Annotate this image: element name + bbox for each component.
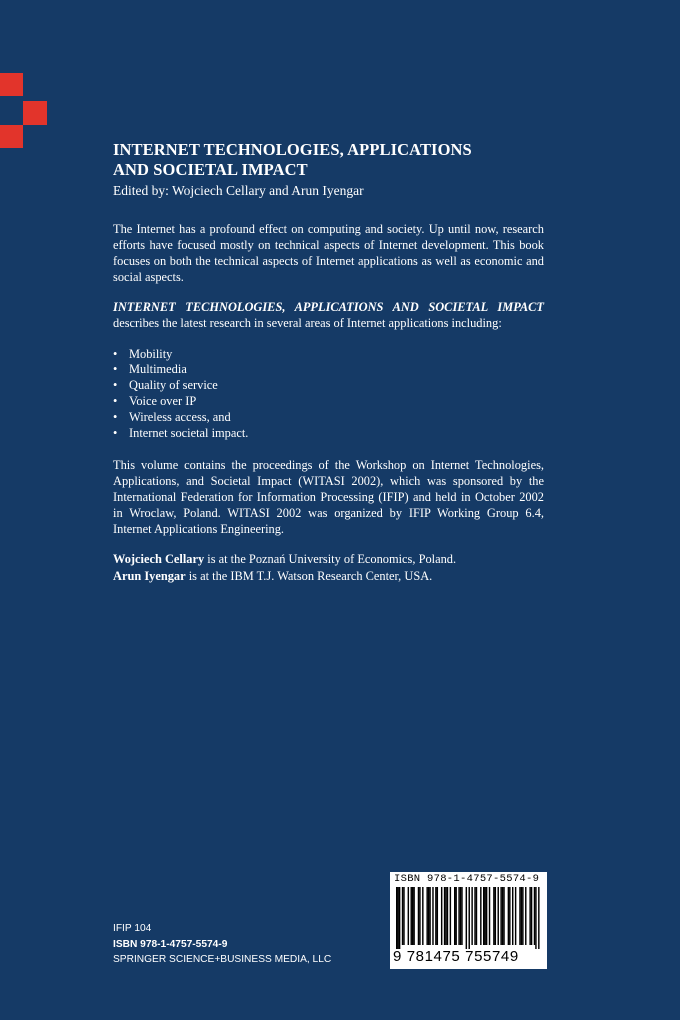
barcode-bar xyxy=(471,887,472,945)
barcode-bar xyxy=(432,887,433,945)
list-item-label: Wireless access, and xyxy=(129,410,231,425)
barcode-bar xyxy=(525,887,526,945)
barcode-bar xyxy=(460,887,461,945)
red-square-motif xyxy=(0,73,23,96)
barcode-bar xyxy=(428,887,429,945)
barcode-bar xyxy=(403,887,404,945)
author-2-name: Arun Iyengar xyxy=(113,568,186,583)
barcode-bar xyxy=(429,887,430,945)
publisher-name: SPRINGER SCIENCE+BUSINESS MEDIA, LLC xyxy=(113,954,332,965)
isbn-barcode xyxy=(390,872,547,969)
barcode-bar xyxy=(521,887,522,945)
barcode-bar xyxy=(502,887,503,945)
description-paragraph xyxy=(113,299,544,331)
list-item xyxy=(113,410,544,426)
research-areas-list xyxy=(113,347,544,442)
barcode-bar xyxy=(486,887,487,945)
barcode-bar xyxy=(469,887,470,949)
barcode-bar xyxy=(484,887,485,945)
list-item xyxy=(113,378,544,394)
barcode-bar xyxy=(529,887,530,945)
editors-line: Edited by: Wojciech Cellary and Arun Iyengar xyxy=(113,183,364,198)
bullet-icon: • xyxy=(113,346,118,361)
publisher-footer xyxy=(113,921,413,968)
barcode-bar xyxy=(411,887,412,945)
barcode-bar xyxy=(531,887,532,945)
description-rest: describes the latest research in several areas of Internet applications including: xyxy=(113,316,502,331)
barcode-bar xyxy=(437,887,438,945)
barcode-bars-icon xyxy=(396,887,541,949)
barcode-bar xyxy=(418,887,419,945)
bullet-icon: • xyxy=(113,410,118,425)
bullet-icon: • xyxy=(113,378,118,393)
intro-paragraph: The Internet has a profound effect on computing and society. Up until now, research efforts have focused mostly on technical aspects of Internet development. This book focuses on both the technical aspects of Internet applications as well as economic and social aspects. xyxy=(113,222,544,285)
barcode-bar xyxy=(509,887,510,945)
barcode-bar xyxy=(480,887,481,945)
barcode-digits: 9 781475 755749 xyxy=(393,948,519,965)
author-2-affiliation: is at the IBM T.J. Watson Research Center, USA. xyxy=(185,568,433,583)
barcode-bar xyxy=(445,887,446,945)
barcode-bar xyxy=(534,887,535,945)
barcode-bar xyxy=(515,887,516,945)
barcode-bar xyxy=(538,887,539,949)
author-1-name: Wojciech Cellary xyxy=(113,552,205,567)
barcode-bar xyxy=(441,887,442,945)
barcode-bar xyxy=(435,887,436,945)
barcode-bar xyxy=(396,887,397,949)
barcode-bar xyxy=(512,887,513,945)
list-item xyxy=(113,394,544,410)
barcode-bar xyxy=(461,887,462,945)
barcode-bar xyxy=(508,887,509,945)
author-1-affiliation: is at the Poznań University of Economics, Poland. xyxy=(204,552,457,567)
barcode-bar xyxy=(522,887,523,945)
barcode-bar xyxy=(493,887,494,945)
list-item-label: Mobility xyxy=(129,346,173,361)
barcode-bar xyxy=(447,887,448,945)
barcode-bar xyxy=(500,887,501,945)
barcode-bar xyxy=(474,887,475,945)
series-number: IFIP 104 xyxy=(113,923,152,934)
barcode-bar xyxy=(408,887,409,945)
barcode-bar xyxy=(483,887,484,945)
red-square-motif xyxy=(0,125,23,148)
barcode-bar xyxy=(413,887,414,945)
barcode-bar xyxy=(458,887,459,945)
barcode-isbn-text: ISBN 978-1-4757-5574-9 xyxy=(394,873,540,885)
barcode-bar xyxy=(503,887,504,945)
list-item-label: Internet societal impact. xyxy=(129,426,249,441)
barcode-bar xyxy=(412,887,413,945)
isbn-line: ISBN 978-1-4757-5574-9 xyxy=(113,938,228,950)
title-line-1: INTERNET TECHNOLOGIES, APPLICATIONS xyxy=(113,140,472,159)
barcode-bar xyxy=(426,887,427,945)
barcode-bar xyxy=(535,887,536,949)
barcode-bar xyxy=(454,887,455,945)
red-square-motif xyxy=(23,101,47,125)
barcode-bar xyxy=(419,887,420,945)
list-item xyxy=(113,347,544,363)
barcode-bar xyxy=(455,887,456,945)
list-item-label: Multimedia xyxy=(129,362,187,377)
title-line-2: AND SOCIETAL IMPACT xyxy=(113,160,308,179)
barcode-bar xyxy=(489,887,490,945)
bullet-icon: • xyxy=(113,426,118,441)
barcode-bar xyxy=(402,887,403,945)
barcode-bar xyxy=(450,887,451,945)
proceedings-paragraph: This volume contains the proceedings of the Workshop on Internet Technologies, Applications, and Societal Impact (WITASI 2002), which was sponsored by the International Federation for Information Processing (IFIP) and held in October 2002 in Wroclaw, Poland. WITASI 2002 was organized by IFIP Working Group 6.4, Internet Applications Engineering. xyxy=(113,458,544,537)
barcode-bar xyxy=(444,887,445,945)
description-lead-title: INTERNET TECHNOLOGIES, APPLICATIONS AND SOCIETAL IMPACT xyxy=(113,300,544,315)
barcode-bar xyxy=(476,887,477,945)
barcode-bar xyxy=(519,887,520,945)
barcode-bar xyxy=(495,887,496,945)
author-affiliations xyxy=(113,551,544,583)
list-item xyxy=(113,426,544,442)
book-title xyxy=(113,140,544,180)
barcode-bar xyxy=(466,887,467,949)
barcode-bar xyxy=(397,887,398,949)
barcode-bar xyxy=(422,887,423,945)
list-item-label: Quality of service xyxy=(129,378,218,393)
cover-text-block xyxy=(113,140,544,584)
list-item-label: Voice over IP xyxy=(129,394,197,409)
barcode-bar xyxy=(399,887,400,949)
list-item xyxy=(113,362,544,378)
barcode-bar xyxy=(498,887,499,945)
bullet-icon: • xyxy=(113,362,118,377)
bullet-icon: • xyxy=(113,394,118,409)
